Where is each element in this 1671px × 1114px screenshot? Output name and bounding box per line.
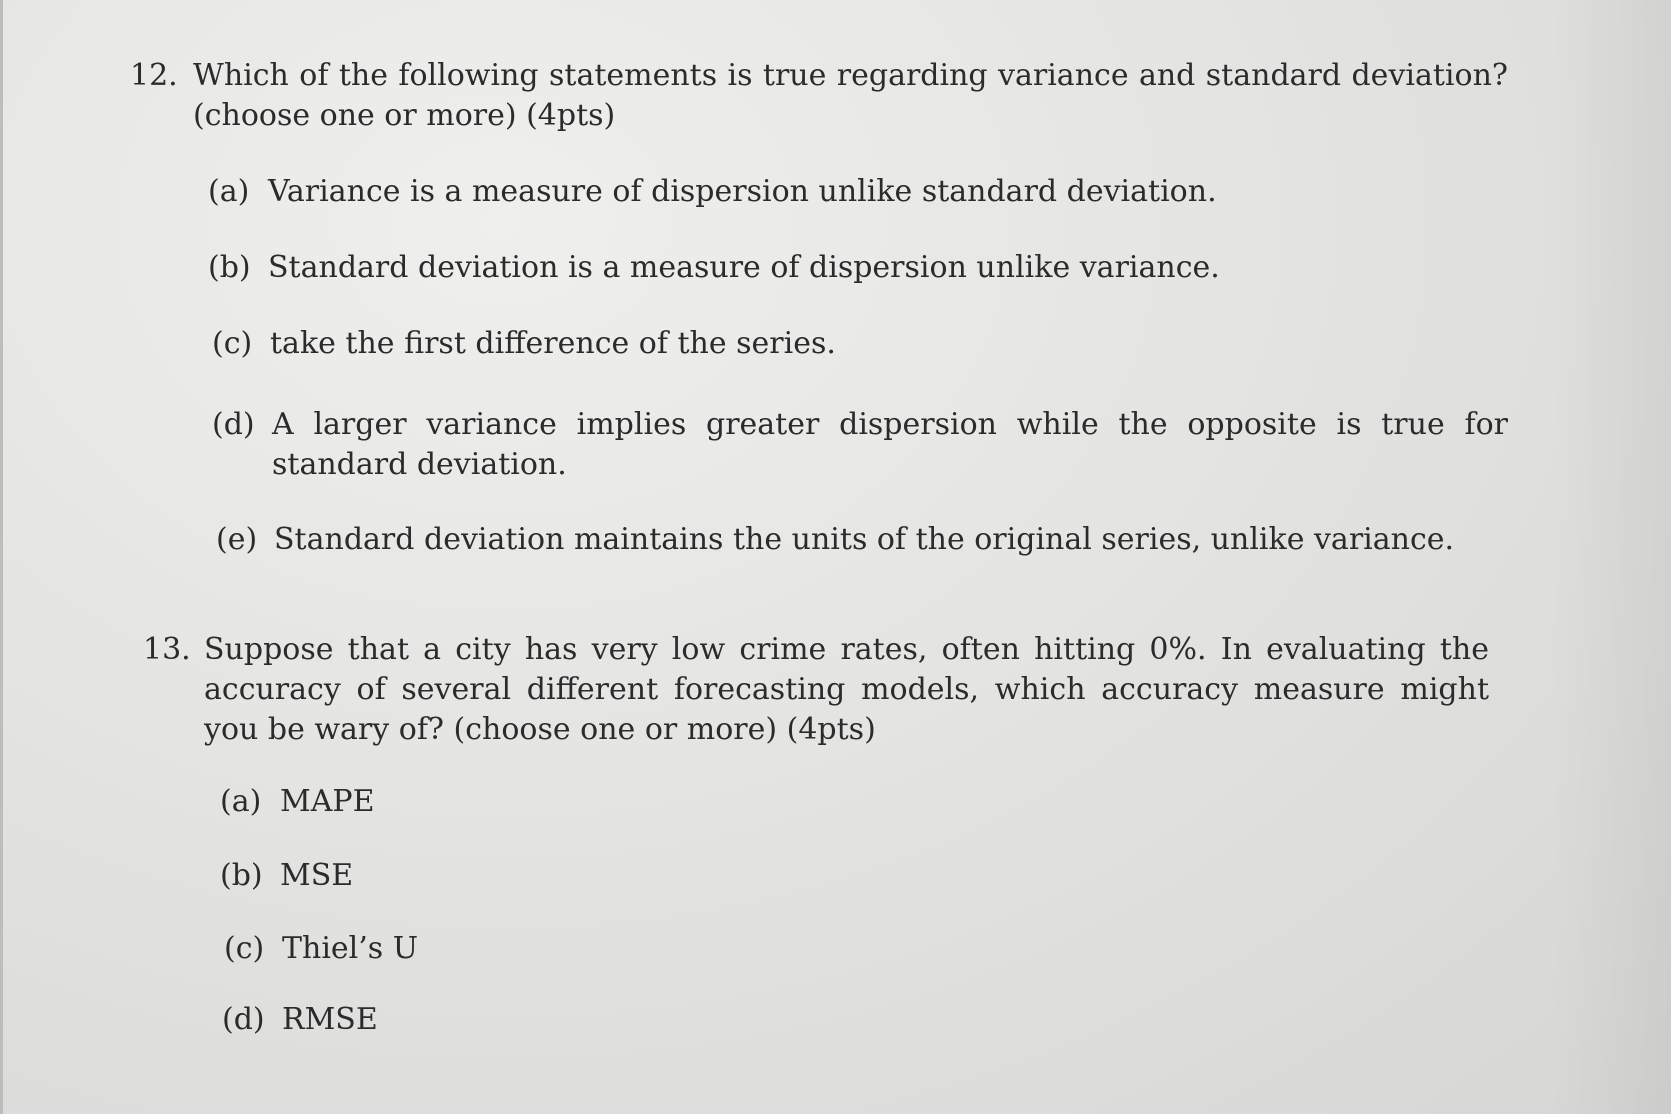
option-label: (a): [220, 784, 262, 819]
option-label: (b): [208, 250, 251, 285]
question-number: 13.: [143, 632, 191, 667]
question-text: Which of the following statements is true regarding variance and standard deviation? (choose one or more) (4pts): [193, 58, 1508, 133]
question-number: 12.: [130, 58, 178, 93]
option-text: MAPE: [280, 784, 375, 819]
option-text: Standard deviation maintains the units of the original series, unlike variance.: [274, 522, 1455, 557]
option-label: (b): [220, 858, 263, 893]
question-text: Suppose that a city has very low crime rates, often hitting 0%. In evaluating the accuracy of several different forecasting models, which accuracy measure might you be wary of? (choose one or more) (4pts): [204, 632, 1489, 747]
option-label: (a): [208, 174, 250, 209]
option-text: Thiel’s U: [282, 931, 419, 966]
paper-left-edge: [0, 0, 3, 1114]
option-label: (d): [212, 407, 255, 442]
option-text: take the first difference of the series.: [270, 326, 836, 361]
option-text: Variance is a measure of dispersion unlike standard deviation.: [268, 174, 1217, 209]
option-label: (d): [222, 1002, 265, 1037]
option-text: Standard deviation is a measure of dispersion unlike variance.: [268, 250, 1220, 285]
option-label: (c): [212, 326, 253, 361]
option-text: RMSE: [282, 1002, 378, 1037]
option-text: A larger variance implies greater dispersion while the opposite is true for standard deviation.: [272, 407, 1508, 482]
paper-shadow: [1551, 0, 1671, 1114]
option-label: (c): [224, 931, 265, 966]
option-label: (e): [216, 522, 258, 557]
option-text: MSE: [280, 858, 354, 893]
